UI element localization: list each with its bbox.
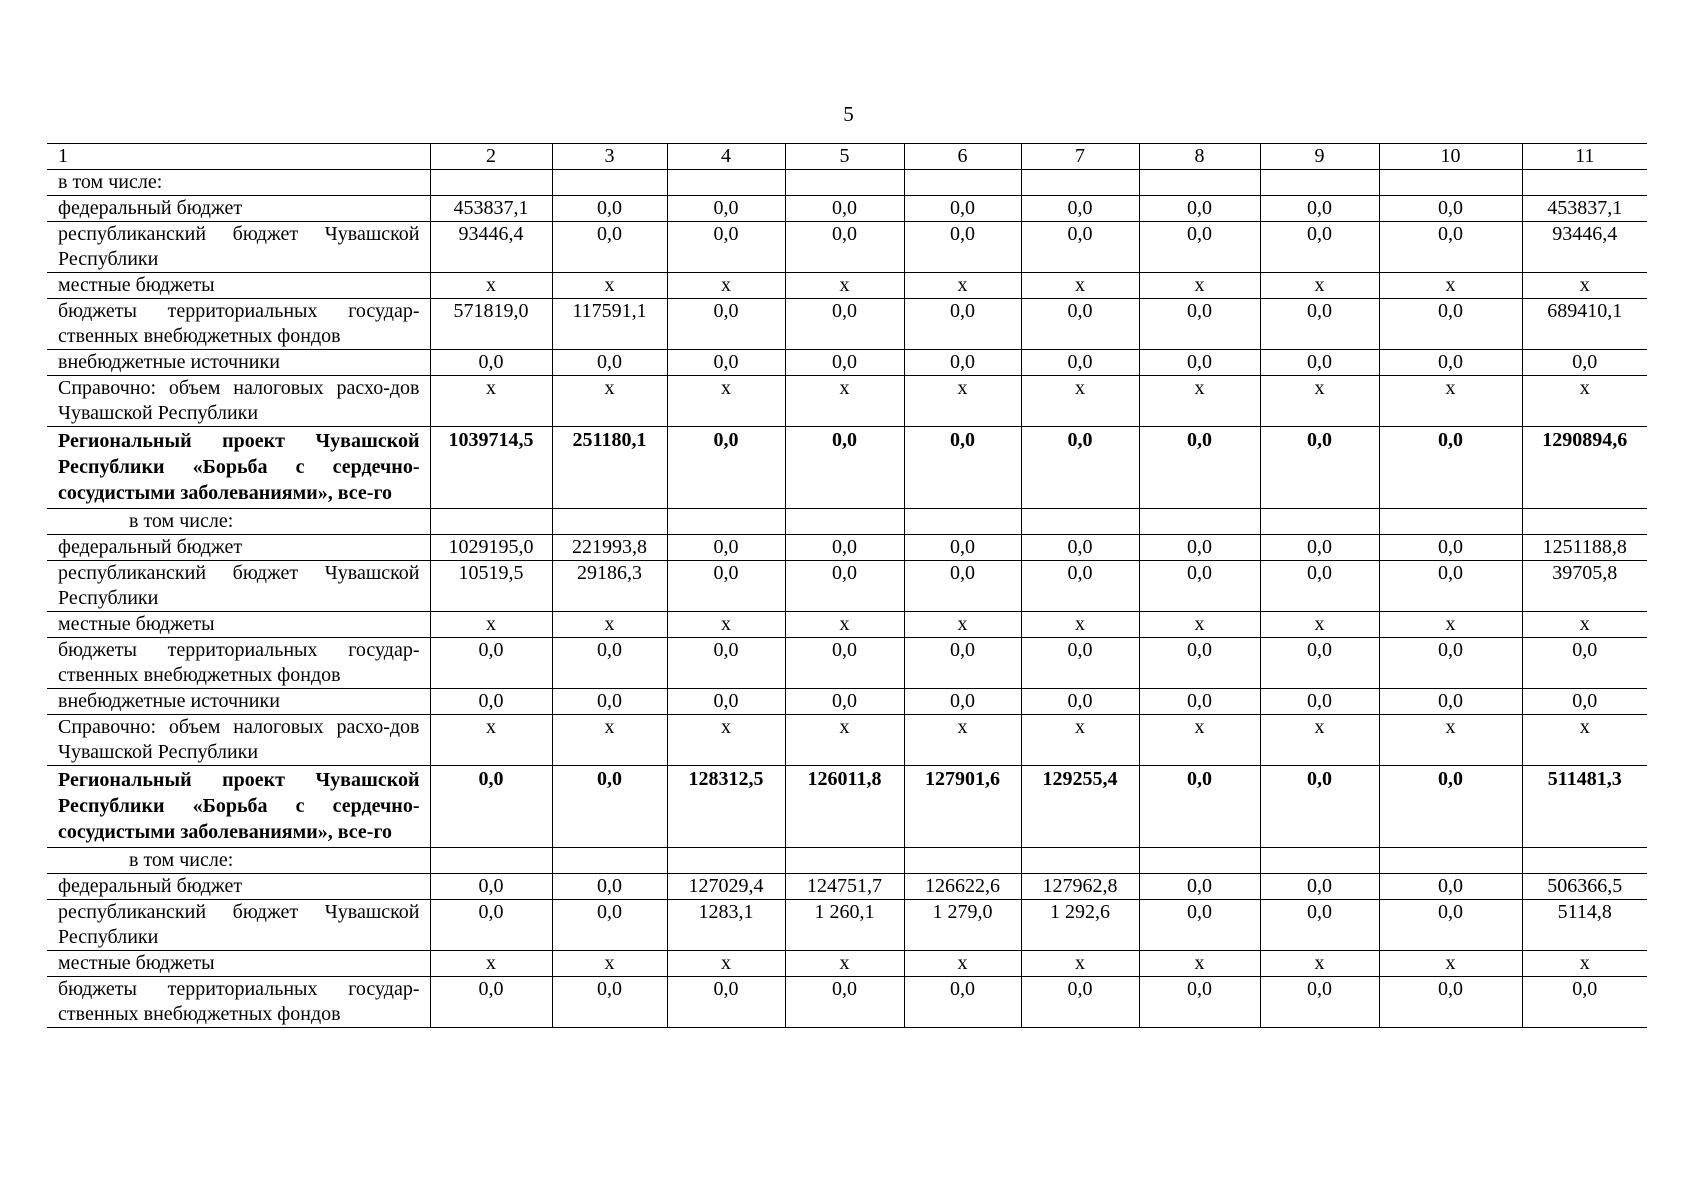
table-row <box>47 951 1647 977</box>
cell-col-6: 0,0 <box>904 222 1021 273</box>
cell-col-10: х <box>1379 612 1522 638</box>
cell-col-11: 0,0 <box>1522 689 1647 715</box>
table-row <box>47 222 1647 273</box>
column-header-9: 9 <box>1260 144 1379 170</box>
cell-col-3: 0,0 <box>552 350 667 376</box>
cell-col-4 <box>667 848 785 874</box>
cell-col-8 <box>1139 509 1260 535</box>
cell-col-5: 0,0 <box>785 535 904 561</box>
table-row <box>47 535 1647 561</box>
table-row <box>47 848 1647 874</box>
cell-col-11: 0,0 <box>1522 638 1647 689</box>
cell-col-3: 0,0 <box>552 689 667 715</box>
cell-col-7: 129255,4 <box>1021 766 1139 848</box>
cell-col-5 <box>785 170 904 196</box>
cell-col-6: 0,0 <box>904 196 1021 222</box>
cell-col-11 <box>1522 170 1647 196</box>
budget-table <box>47 143 1647 1028</box>
table-row <box>47 376 1647 427</box>
cell-col-3: х <box>552 951 667 977</box>
project-total-row <box>47 766 1647 848</box>
cell-col-5: 0,0 <box>785 977 904 1028</box>
cell-col-9: 0,0 <box>1260 900 1379 951</box>
table-row <box>47 612 1647 638</box>
cell-col-5: 0,0 <box>785 561 904 612</box>
cell-col-10: 0,0 <box>1379 977 1522 1028</box>
table-row <box>47 874 1647 900</box>
cell-col-2: х <box>430 273 552 299</box>
cell-col-2: 0,0 <box>430 350 552 376</box>
cell-col-2: 0,0 <box>430 689 552 715</box>
cell-col-3: 0,0 <box>552 638 667 689</box>
cell-col-6: 0,0 <box>904 689 1021 715</box>
row-label: Региональный проект Чувашской Республики «Борьба с сердечно-сосудистыми заболеваниями», все-го <box>47 766 430 848</box>
cell-col-9 <box>1260 848 1379 874</box>
row-label: федеральный бюджет <box>47 874 430 900</box>
cell-col-10: х <box>1379 715 1522 766</box>
cell-col-7: 0,0 <box>1021 196 1139 222</box>
cell-col-3 <box>552 509 667 535</box>
cell-col-10: 0,0 <box>1379 427 1522 509</box>
cell-col-11: 5114,8 <box>1522 900 1647 951</box>
header-row <box>47 144 1647 170</box>
table-row <box>47 715 1647 766</box>
cell-col-2: 0,0 <box>430 977 552 1028</box>
cell-col-9: 0,0 <box>1260 427 1379 509</box>
cell-col-7: х <box>1021 612 1139 638</box>
cell-col-8: х <box>1139 612 1260 638</box>
cell-col-2: 0,0 <box>430 766 552 848</box>
cell-col-8: 0,0 <box>1139 222 1260 273</box>
cell-col-4: 0,0 <box>667 638 785 689</box>
cell-col-2: 1039714,5 <box>430 427 552 509</box>
cell-col-8: 0,0 <box>1139 196 1260 222</box>
cell-col-2 <box>430 848 552 874</box>
cell-col-7: 0,0 <box>1021 561 1139 612</box>
table-row <box>47 977 1647 1028</box>
cell-col-8: 0,0 <box>1139 350 1260 376</box>
cell-col-7: х <box>1021 715 1139 766</box>
cell-col-3: 0,0 <box>552 900 667 951</box>
cell-col-11: 1251188,8 <box>1522 535 1647 561</box>
cell-col-3: 0,0 <box>552 977 667 1028</box>
cell-col-9: х <box>1260 951 1379 977</box>
cell-col-3: х <box>552 715 667 766</box>
cell-col-8: 0,0 <box>1139 638 1260 689</box>
row-label: в том числе: <box>47 509 430 535</box>
row-label: бюджеты территориальных государ-ственных внебюджетных фондов <box>47 638 430 689</box>
cell-col-11: 93446,4 <box>1522 222 1647 273</box>
row-label: местные бюджеты <box>47 273 430 299</box>
cell-col-7 <box>1021 170 1139 196</box>
cell-col-2: х <box>430 951 552 977</box>
table-row <box>47 350 1647 376</box>
cell-col-11: 511481,3 <box>1522 766 1647 848</box>
row-label: федеральный бюджет <box>47 535 430 561</box>
cell-col-11: 39705,8 <box>1522 561 1647 612</box>
table-row <box>47 273 1647 299</box>
column-header-3: 3 <box>552 144 667 170</box>
table-row <box>47 561 1647 612</box>
cell-col-4: 0,0 <box>667 427 785 509</box>
cell-col-10: 0,0 <box>1379 350 1522 376</box>
cell-col-11: х <box>1522 273 1647 299</box>
cell-col-10: х <box>1379 951 1522 977</box>
cell-col-6: 0,0 <box>904 977 1021 1028</box>
table-row <box>47 638 1647 689</box>
cell-col-10: 0,0 <box>1379 299 1522 350</box>
cell-col-2: 10519,5 <box>430 561 552 612</box>
cell-col-11: 453837,1 <box>1522 196 1647 222</box>
cell-col-5: 0,0 <box>785 350 904 376</box>
cell-col-5 <box>785 509 904 535</box>
cell-col-9: 0,0 <box>1260 689 1379 715</box>
cell-col-11: 1290894,6 <box>1522 427 1647 509</box>
cell-col-7: 0,0 <box>1021 638 1139 689</box>
cell-col-7 <box>1021 848 1139 874</box>
cell-col-8: 0,0 <box>1139 535 1260 561</box>
cell-col-5: 0,0 <box>785 427 904 509</box>
cell-col-7: 0,0 <box>1021 689 1139 715</box>
cell-col-9: х <box>1260 376 1379 427</box>
table-row <box>47 900 1647 951</box>
cell-col-4: 0,0 <box>667 196 785 222</box>
row-label: Справочно: объем налоговых расхо-дов Чувашской Республики <box>47 376 430 427</box>
cell-col-8: 0,0 <box>1139 689 1260 715</box>
column-header-2: 2 <box>430 144 552 170</box>
cell-col-9: 0,0 <box>1260 977 1379 1028</box>
cell-col-7: 0,0 <box>1021 299 1139 350</box>
cell-col-4: х <box>667 715 785 766</box>
cell-col-6 <box>904 170 1021 196</box>
cell-col-2: 0,0 <box>430 900 552 951</box>
cell-col-5: 126011,8 <box>785 766 904 848</box>
cell-col-3: х <box>552 376 667 427</box>
cell-col-4: 0,0 <box>667 350 785 376</box>
cell-col-4: 0,0 <box>667 222 785 273</box>
cell-col-9: 0,0 <box>1260 196 1379 222</box>
cell-col-5: х <box>785 612 904 638</box>
cell-col-5: 1 260,1 <box>785 900 904 951</box>
row-label: бюджеты территориальных государ-ственных внебюджетных фондов <box>47 977 430 1028</box>
cell-col-2: 453837,1 <box>430 196 552 222</box>
row-label: республиканский бюджет Чувашской Республики <box>47 561 430 612</box>
cell-col-5 <box>785 848 904 874</box>
column-header-11: 11 <box>1522 144 1647 170</box>
cell-col-8: 0,0 <box>1139 299 1260 350</box>
cell-col-8: 0,0 <box>1139 427 1260 509</box>
cell-col-7: 0,0 <box>1021 222 1139 273</box>
table-row <box>47 170 1647 196</box>
cell-col-3: 0,0 <box>552 766 667 848</box>
cell-col-4: 0,0 <box>667 689 785 715</box>
row-label: внебюджетные источники <box>47 689 430 715</box>
cell-col-4 <box>667 509 785 535</box>
cell-col-2: х <box>430 715 552 766</box>
cell-col-5: 0,0 <box>785 689 904 715</box>
cell-col-7: 0,0 <box>1021 535 1139 561</box>
cell-col-3: 251180,1 <box>552 427 667 509</box>
row-label: Справочно: объем налоговых расхо-дов Чувашской Республики <box>47 715 430 766</box>
cell-col-9: х <box>1260 612 1379 638</box>
cell-col-4: 0,0 <box>667 299 785 350</box>
row-label: местные бюджеты <box>47 612 430 638</box>
cell-col-9: 0,0 <box>1260 350 1379 376</box>
cell-col-6: 0,0 <box>904 427 1021 509</box>
cell-col-3: х <box>552 273 667 299</box>
cell-col-5: 0,0 <box>785 638 904 689</box>
cell-col-10 <box>1379 848 1522 874</box>
cell-col-7: 0,0 <box>1021 977 1139 1028</box>
cell-col-8: 0,0 <box>1139 874 1260 900</box>
row-label: местные бюджеты <box>47 951 430 977</box>
cell-col-8: х <box>1139 951 1260 977</box>
cell-col-2: 0,0 <box>430 638 552 689</box>
cell-col-9: 0,0 <box>1260 222 1379 273</box>
cell-col-3: 0,0 <box>552 874 667 900</box>
cell-col-4: 0,0 <box>667 535 785 561</box>
column-header-1: 1 <box>47 144 430 170</box>
cell-col-7: х <box>1021 951 1139 977</box>
cell-col-8: х <box>1139 376 1260 427</box>
cell-col-8: х <box>1139 715 1260 766</box>
row-label: в том числе: <box>47 848 430 874</box>
cell-col-3: 0,0 <box>552 196 667 222</box>
cell-col-6: 0,0 <box>904 638 1021 689</box>
cell-col-9: 0,0 <box>1260 766 1379 848</box>
cell-col-6: х <box>904 612 1021 638</box>
cell-col-11: х <box>1522 612 1647 638</box>
cell-col-2 <box>430 170 552 196</box>
cell-col-6: 0,0 <box>904 299 1021 350</box>
cell-col-9: 0,0 <box>1260 535 1379 561</box>
cell-col-2: х <box>430 376 552 427</box>
cell-col-7: 0,0 <box>1021 427 1139 509</box>
cell-col-8 <box>1139 170 1260 196</box>
column-header-5: 5 <box>785 144 904 170</box>
cell-col-10: 0,0 <box>1379 222 1522 273</box>
cell-col-5: х <box>785 273 904 299</box>
cell-col-4: х <box>667 951 785 977</box>
cell-col-3: х <box>552 612 667 638</box>
cell-col-9: 0,0 <box>1260 299 1379 350</box>
cell-col-6: 126622,6 <box>904 874 1021 900</box>
cell-col-6: х <box>904 715 1021 766</box>
table-row <box>47 509 1647 535</box>
cell-col-4: х <box>667 376 785 427</box>
cell-col-7: 127962,8 <box>1021 874 1139 900</box>
cell-col-11: х <box>1522 376 1647 427</box>
row-label: республиканский бюджет Чувашской Республики <box>47 222 430 273</box>
cell-col-10: 0,0 <box>1379 900 1522 951</box>
row-label: федеральный бюджет <box>47 196 430 222</box>
cell-col-9: х <box>1260 715 1379 766</box>
cell-col-5: 0,0 <box>785 196 904 222</box>
cell-col-7: 0,0 <box>1021 350 1139 376</box>
cell-col-4: х <box>667 612 785 638</box>
cell-col-10: х <box>1379 273 1522 299</box>
row-label: республиканский бюджет Чувашской Республики <box>47 900 430 951</box>
cell-col-8: х <box>1139 273 1260 299</box>
row-label: внебюджетные источники <box>47 350 430 376</box>
cell-col-6 <box>904 848 1021 874</box>
table-row <box>47 689 1647 715</box>
column-header-7: 7 <box>1021 144 1139 170</box>
cell-col-5: х <box>785 376 904 427</box>
cell-col-8: 0,0 <box>1139 561 1260 612</box>
cell-col-2 <box>430 509 552 535</box>
cell-col-10 <box>1379 170 1522 196</box>
cell-col-11 <box>1522 509 1647 535</box>
cell-col-6: х <box>904 376 1021 427</box>
row-label: бюджеты территориальных государ-ственных внебюджетных фондов <box>47 299 430 350</box>
cell-col-4 <box>667 170 785 196</box>
cell-col-9: х <box>1260 273 1379 299</box>
cell-col-4: 0,0 <box>667 561 785 612</box>
cell-col-11 <box>1522 848 1647 874</box>
cell-col-5: х <box>785 715 904 766</box>
cell-col-6: 0,0 <box>904 561 1021 612</box>
cell-col-10: 0,0 <box>1379 766 1522 848</box>
cell-col-4: 1283,1 <box>667 900 785 951</box>
table-row <box>47 299 1647 350</box>
cell-col-5: 0,0 <box>785 222 904 273</box>
cell-col-9 <box>1260 170 1379 196</box>
cell-col-2: 93446,4 <box>430 222 552 273</box>
cell-col-6: 0,0 <box>904 350 1021 376</box>
cell-col-3 <box>552 170 667 196</box>
cell-col-11: х <box>1522 951 1647 977</box>
project-total-row <box>47 427 1647 509</box>
cell-col-8: 0,0 <box>1139 766 1260 848</box>
cell-col-2: 1029195,0 <box>430 535 552 561</box>
cell-col-10: 0,0 <box>1379 196 1522 222</box>
cell-col-10: 0,0 <box>1379 874 1522 900</box>
cell-col-4: х <box>667 273 785 299</box>
table-header <box>47 144 1647 170</box>
cell-col-2: 0,0 <box>430 874 552 900</box>
cell-col-5: х <box>785 951 904 977</box>
column-header-8: 8 <box>1139 144 1260 170</box>
cell-col-9: 0,0 <box>1260 638 1379 689</box>
cell-col-10: х <box>1379 376 1522 427</box>
cell-col-8 <box>1139 848 1260 874</box>
cell-col-4: 0,0 <box>667 977 785 1028</box>
cell-col-6: 0,0 <box>904 535 1021 561</box>
cell-col-6: х <box>904 951 1021 977</box>
cell-col-10: 0,0 <box>1379 689 1522 715</box>
cell-col-9: 0,0 <box>1260 561 1379 612</box>
cell-col-5: 124751,7 <box>785 874 904 900</box>
page-number: 5 <box>843 102 854 126</box>
cell-col-2: 571819,0 <box>430 299 552 350</box>
cell-col-6: 1 279,0 <box>904 900 1021 951</box>
cell-col-4: 127029,4 <box>667 874 785 900</box>
cell-col-11: 0,0 <box>1522 350 1647 376</box>
cell-col-6: 127901,6 <box>904 766 1021 848</box>
column-header-4: 4 <box>667 144 785 170</box>
cell-col-10: 0,0 <box>1379 638 1522 689</box>
cell-col-11: 0,0 <box>1522 977 1647 1028</box>
table-row <box>47 196 1647 222</box>
cell-col-4: 128312,5 <box>667 766 785 848</box>
cell-col-3: 221993,8 <box>552 535 667 561</box>
row-label: Региональный проект Чувашской Республики «Борьба с сердечно-сосудистыми заболеваниями», все-го <box>47 427 430 509</box>
cell-col-11: х <box>1522 715 1647 766</box>
cell-col-10: 0,0 <box>1379 535 1522 561</box>
cell-col-5: 0,0 <box>785 299 904 350</box>
cell-col-8: 0,0 <box>1139 977 1260 1028</box>
cell-col-3: 117591,1 <box>552 299 667 350</box>
cell-col-11: 506366,5 <box>1522 874 1647 900</box>
cell-col-6: х <box>904 273 1021 299</box>
cell-col-9 <box>1260 509 1379 535</box>
cell-col-10 <box>1379 509 1522 535</box>
cell-col-3: 0,0 <box>552 222 667 273</box>
column-header-6: 6 <box>904 144 1021 170</box>
cell-col-6 <box>904 509 1021 535</box>
cell-col-9: 0,0 <box>1260 874 1379 900</box>
cell-col-7 <box>1021 509 1139 535</box>
cell-col-8: 0,0 <box>1139 900 1260 951</box>
row-label: в том числе: <box>47 170 430 196</box>
cell-col-7: х <box>1021 273 1139 299</box>
cell-col-10: 0,0 <box>1379 561 1522 612</box>
cell-col-3 <box>552 848 667 874</box>
cell-col-11: 689410,1 <box>1522 299 1647 350</box>
cell-col-7: х <box>1021 376 1139 427</box>
table-body <box>47 170 1647 1028</box>
column-header-10: 10 <box>1379 144 1522 170</box>
cell-col-7: 1 292,6 <box>1021 900 1139 951</box>
cell-col-3: 29186,3 <box>552 561 667 612</box>
cell-col-2: х <box>430 612 552 638</box>
